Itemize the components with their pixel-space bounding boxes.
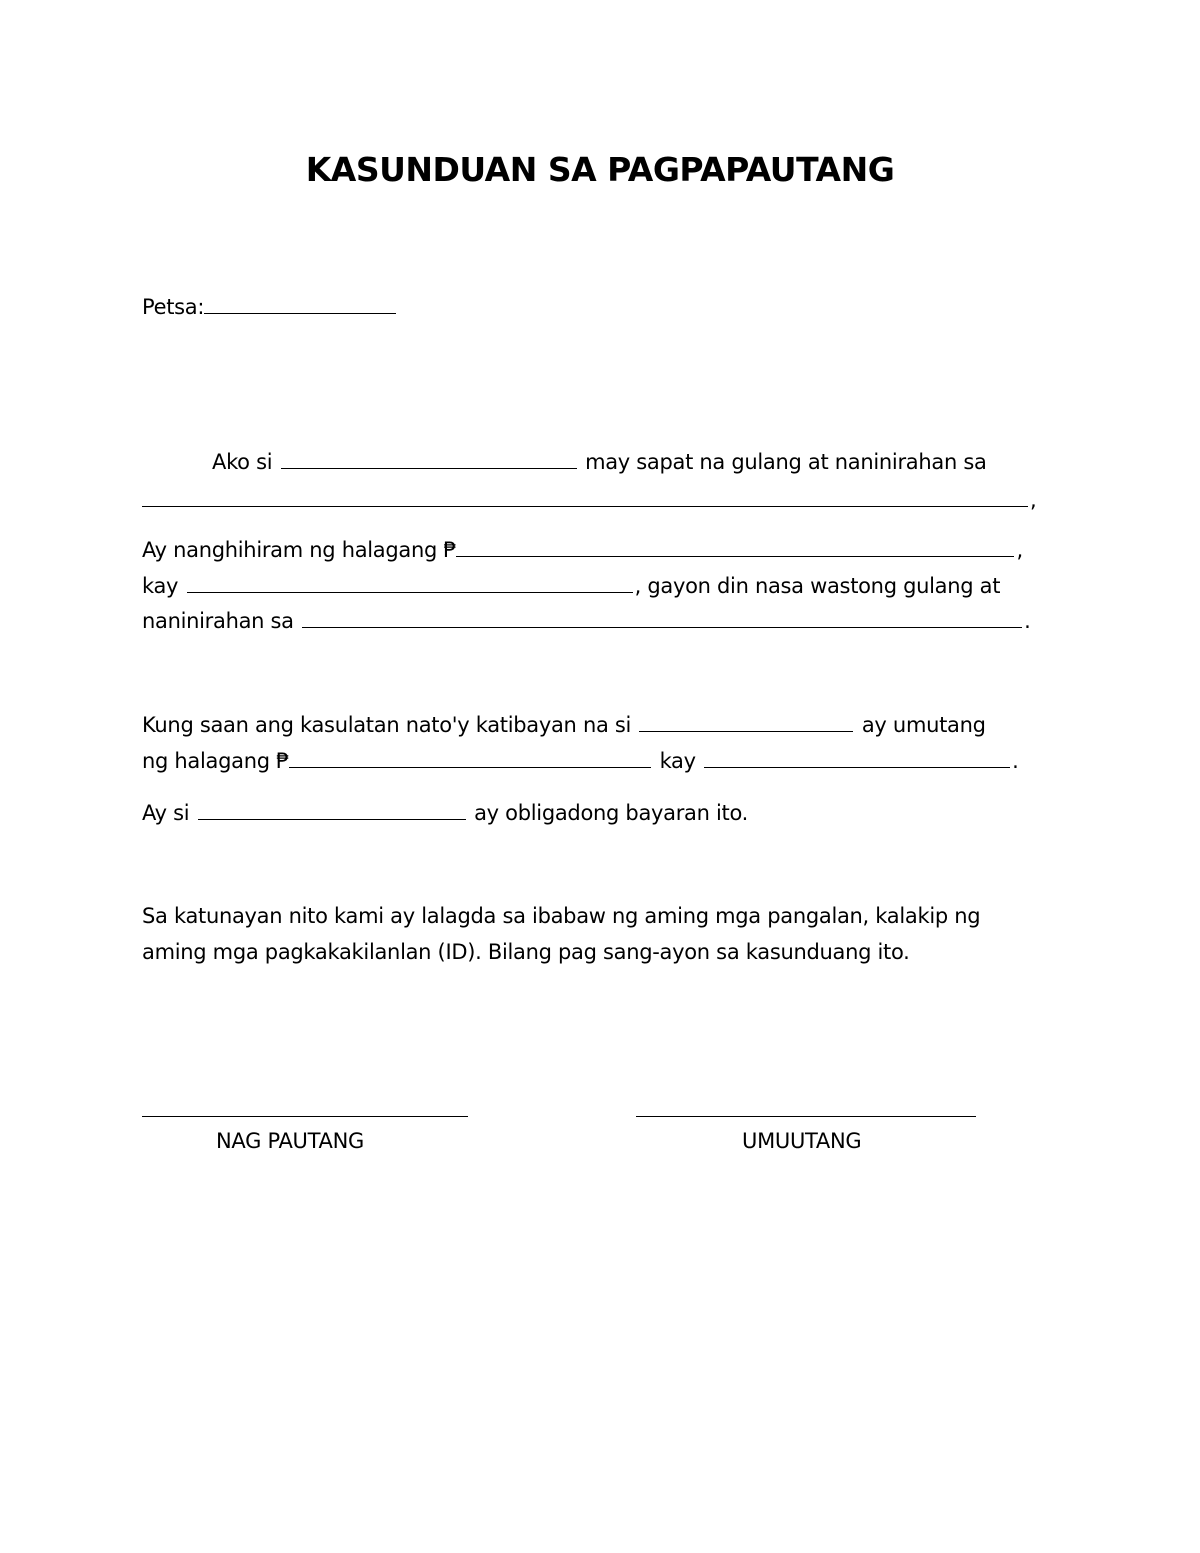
comma: , xyxy=(1016,538,1023,562)
debt-amount-blank xyxy=(289,746,651,768)
obligation-line xyxy=(142,798,748,827)
lender-address-blank xyxy=(302,606,1022,628)
naninirahan-sa-text: naninirahan sa xyxy=(142,609,294,633)
debtor-line xyxy=(142,710,986,739)
borrower-name-line xyxy=(212,447,987,476)
kay-text: kay xyxy=(142,574,179,598)
loan-amount-blank xyxy=(456,535,1014,557)
borrower-address-line xyxy=(142,485,1036,514)
lender-name-blank xyxy=(187,571,633,593)
borrower-signature-line xyxy=(636,1116,976,1117)
date-line xyxy=(142,292,398,321)
ay-umutang-text: ay umutang xyxy=(861,713,986,737)
date-blank xyxy=(204,292,396,314)
obligor-name-blank xyxy=(198,798,466,820)
kay-text: kay xyxy=(659,749,696,773)
debtor-name-blank xyxy=(639,710,853,732)
nanghihiram-text: Ay nanghihiram ng halagang ₱ xyxy=(142,538,457,562)
obligado-text: ay obligadong bayaran ito. xyxy=(474,801,749,825)
loan-amount-line xyxy=(142,535,1023,564)
lender-name-line xyxy=(142,571,1000,600)
lender-address-line xyxy=(142,606,1031,635)
debt-amount-line xyxy=(142,746,1019,775)
ay-si-text: Ay si xyxy=(142,801,190,825)
kung-saan-text: Kung saan ang kasulatan nato'y katibayan na si xyxy=(142,713,632,737)
attestation-line-2: aming mga pagkakakilanlan (ID). Bilang pag sang-ayon sa kasunduang ito. xyxy=(142,940,910,964)
gayon-din-text: , gayon din nasa wastong gulang at xyxy=(634,574,1001,598)
borrower-address-blank xyxy=(142,485,1028,507)
borrower-signature-label: UMUUTANG xyxy=(742,1129,862,1153)
lender-signature-line xyxy=(142,1116,468,1117)
period: . xyxy=(1012,749,1019,773)
comma: , xyxy=(1030,488,1037,512)
lender-signature-label: NAG PAUTANG xyxy=(216,1129,364,1153)
attestation-line-1: Sa katunayan nito kami ay lalagda sa ibabaw ng aming mga pangalan, kalakip ng xyxy=(142,904,981,928)
period: . xyxy=(1024,609,1031,633)
creditor-name-blank xyxy=(704,746,1010,768)
document-title: KASUNDUAN SA PAGPAPAUTANG xyxy=(305,150,895,189)
may-sapat-text: may sapat na gulang at naninirahan sa xyxy=(585,450,987,474)
ako-si-text: Ako si xyxy=(212,450,273,474)
date-label: Petsa: xyxy=(142,295,205,319)
ng-halagang-text: ng halagang ₱ xyxy=(142,749,290,773)
borrower-name-blank xyxy=(281,447,577,469)
